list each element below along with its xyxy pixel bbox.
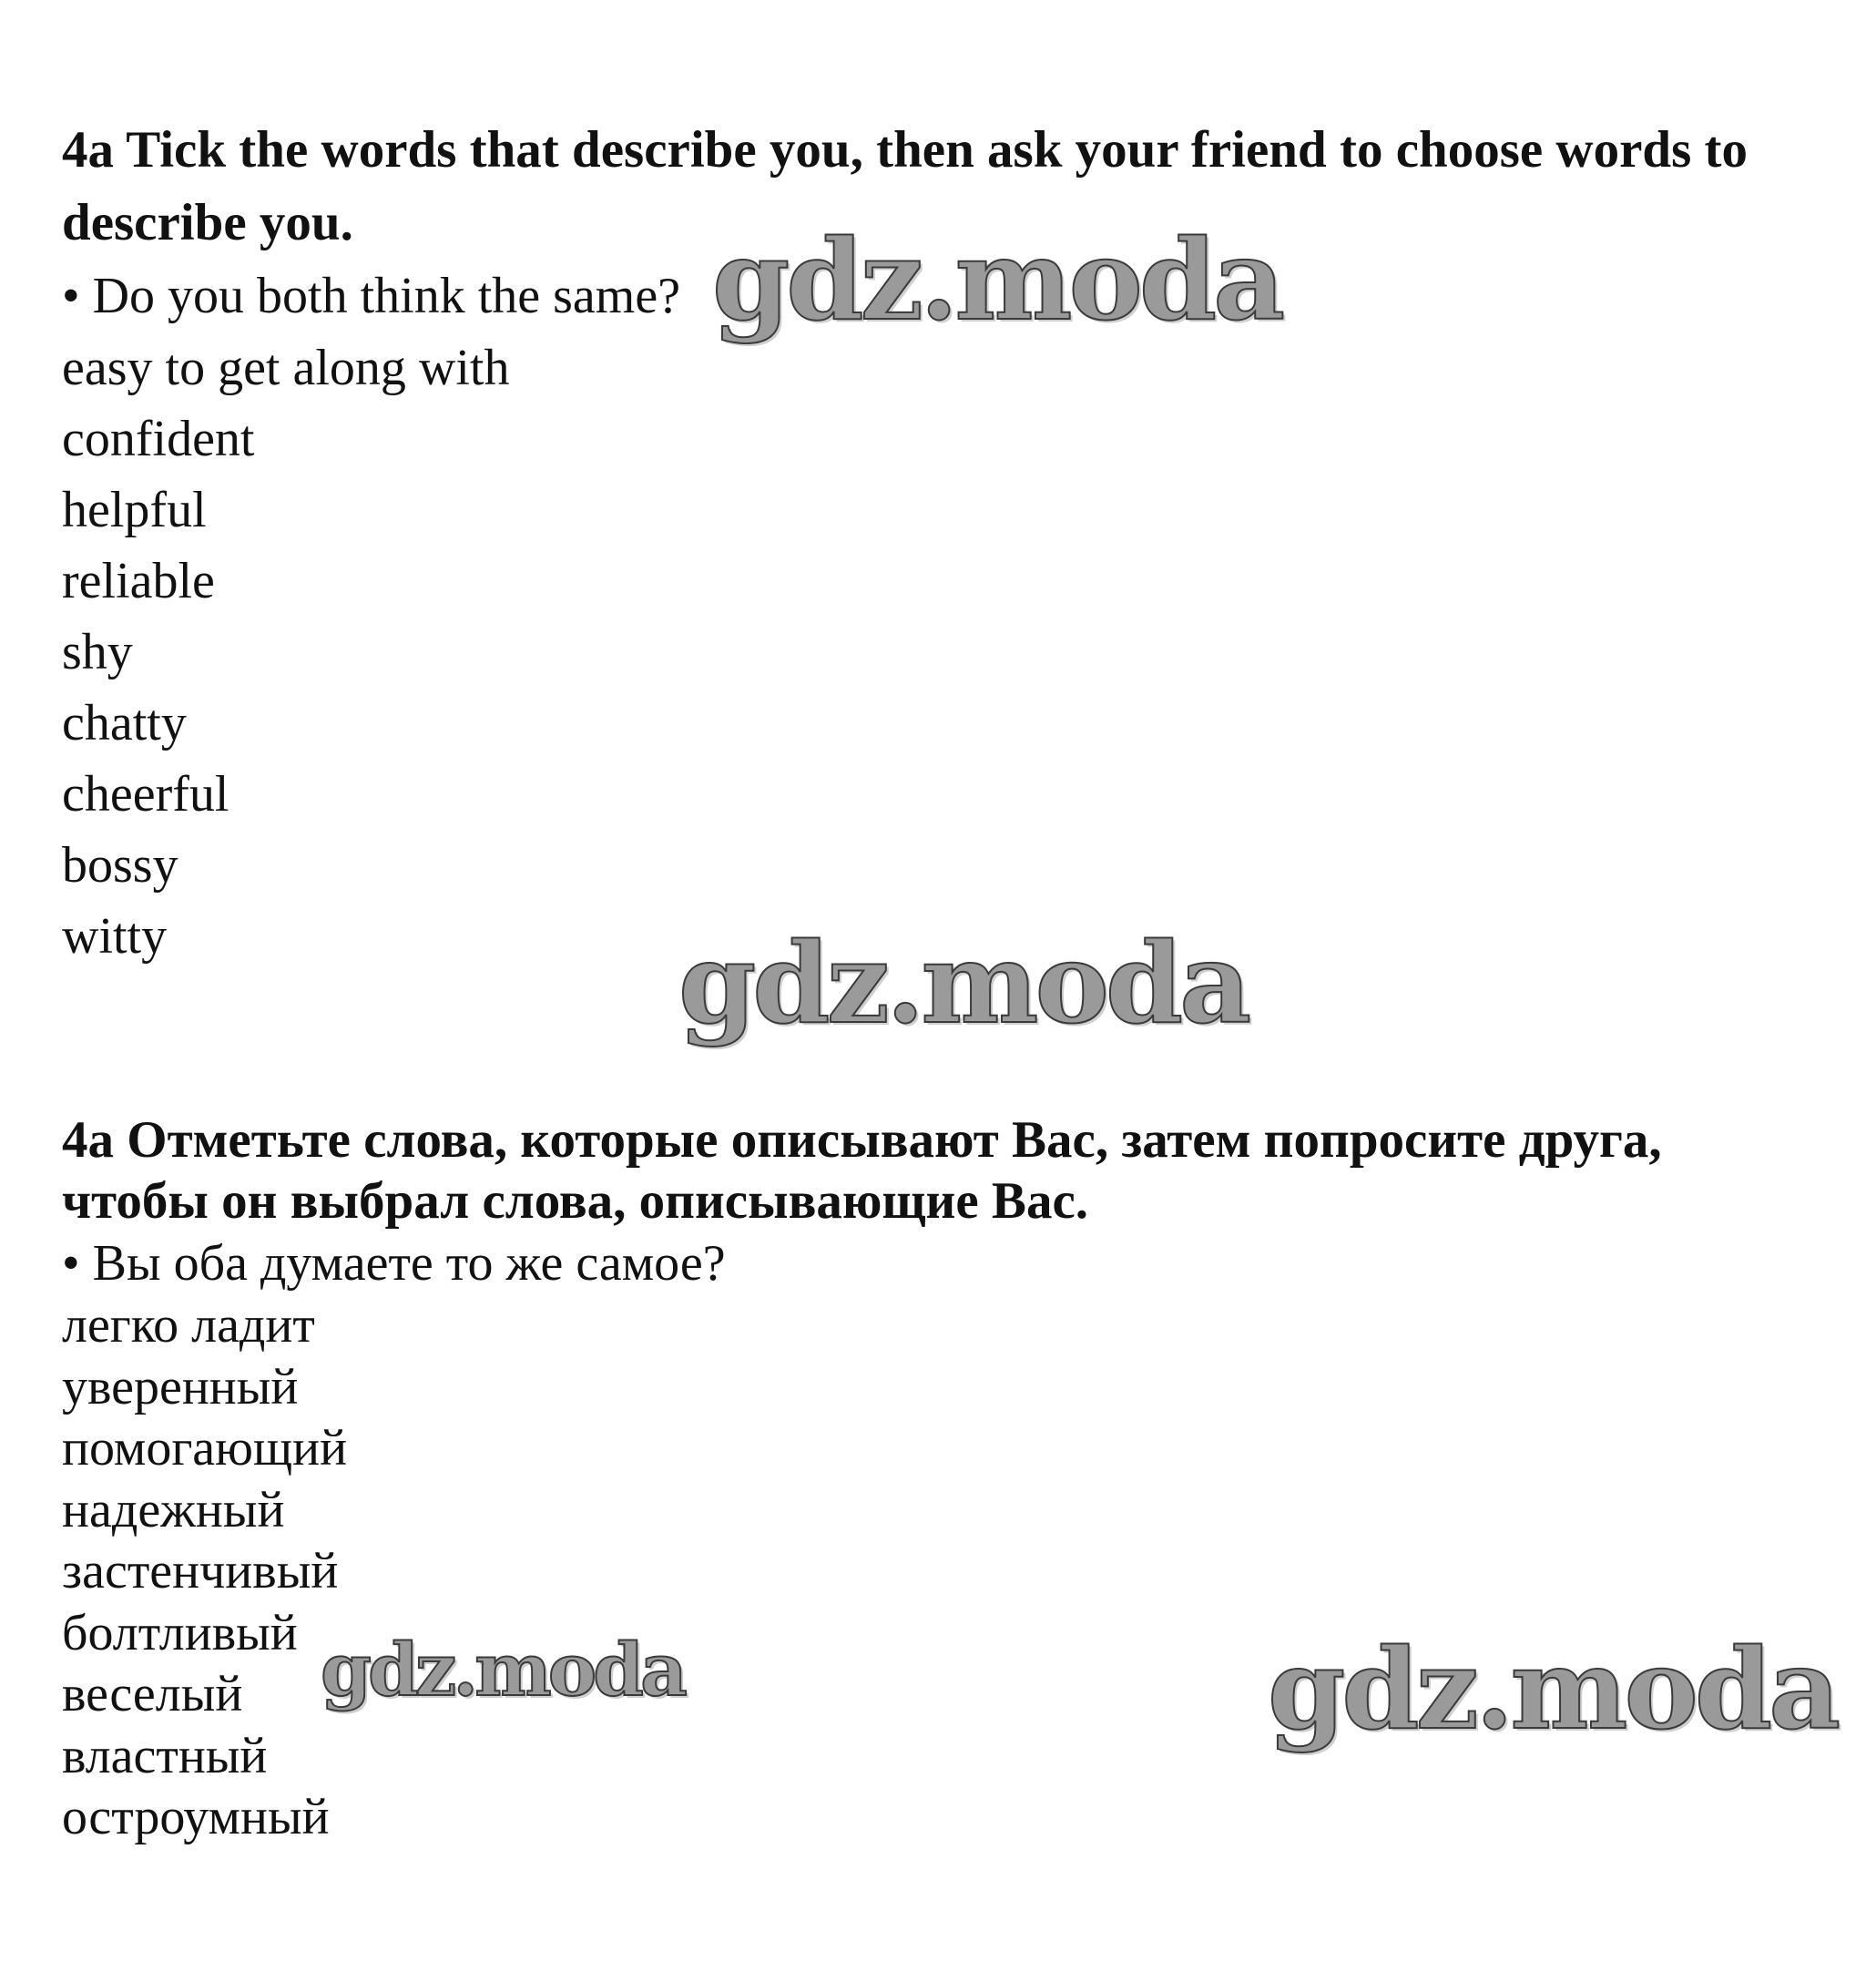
word-item-ru: надежный bbox=[62, 1481, 285, 1538]
word-item-ru: властный bbox=[62, 1727, 268, 1784]
exercise-heading-en: 4a Tick the words that describe you, then ask your friend to choose words to describe you. bbox=[62, 121, 1748, 251]
exercise-question-en: • Do you both think the same? bbox=[62, 268, 681, 324]
word-item-ru: застенчивый bbox=[62, 1543, 339, 1599]
word-item-en: bossy bbox=[62, 837, 178, 894]
watermark: gdz.moda bbox=[712, 214, 1282, 345]
word-item-en: shy bbox=[62, 624, 133, 680]
word-item-ru: уверенный bbox=[62, 1358, 299, 1415]
word-list-ru bbox=[62, 1295, 1820, 1849]
word-item-en: cheerful bbox=[62, 766, 229, 822]
watermark: gdz.moda bbox=[321, 1627, 684, 1712]
word-list-en bbox=[62, 332, 1820, 972]
exercise-heading-ru: 4a Отметьте слова, которые описывают Вас, затем попросите друга, чтобы он выбрал слова, описывающие Вас. bbox=[62, 1111, 1662, 1230]
word-item-ru: болтливый bbox=[62, 1604, 298, 1661]
word-item-en: confident bbox=[62, 411, 255, 467]
word-item-en: chatty bbox=[62, 695, 187, 751]
watermark: gdz.moda bbox=[678, 917, 1249, 1048]
word-item-ru: остроумный bbox=[62, 1789, 330, 1845]
word-item-ru: помогающий bbox=[62, 1420, 348, 1476]
word-item-en: helpful bbox=[62, 482, 207, 538]
word-item-en: witty bbox=[62, 908, 168, 965]
word-item-en: easy to get along with bbox=[62, 340, 510, 396]
exercise-question-ru: • Вы оба думаете то же самое? bbox=[62, 1235, 726, 1292]
word-item-ru: веселый bbox=[62, 1666, 243, 1722]
watermark: gdz.moda bbox=[1268, 1623, 1838, 1754]
word-item-ru: легко ладит bbox=[62, 1297, 315, 1354]
word-item-en: reliable bbox=[62, 553, 215, 609]
